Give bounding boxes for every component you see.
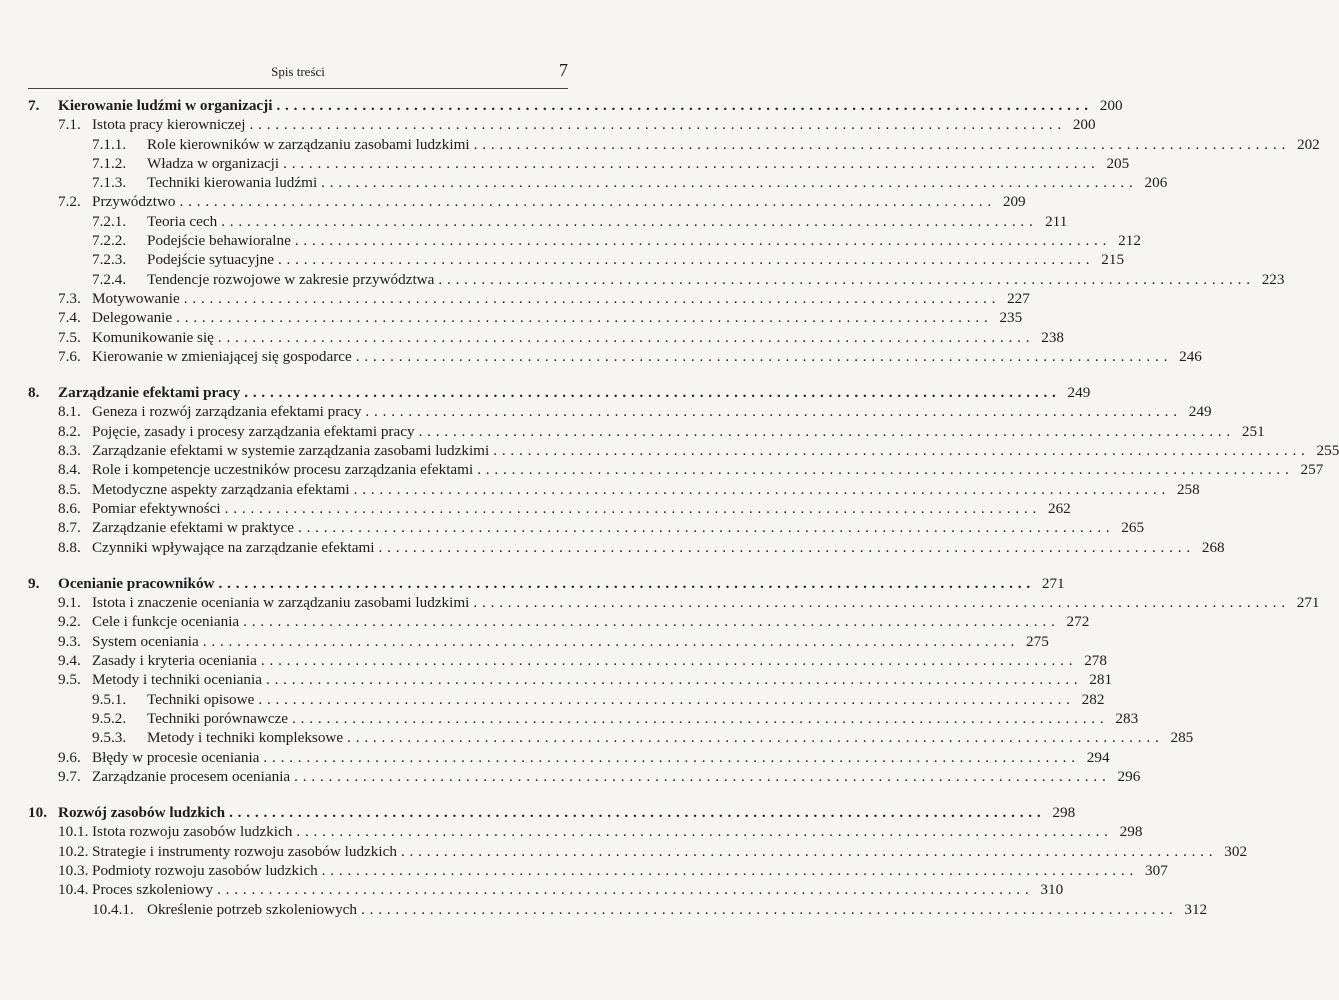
dot-leader [266,670,1078,689]
dot-leader [419,422,1231,441]
entry-title: Role kierowników w zarządzaniu zasobami ludzkimi [147,135,470,153]
dot-leader [356,347,1168,366]
dot-leader [321,173,1133,192]
entry-title: Przywództwo [92,193,176,211]
entry-title: Techniki porównawcze [147,709,289,727]
dot-leader [225,499,1037,518]
entry-number: 7. [28,97,40,114]
entry-title: Metody i techniki oceniania [92,671,262,689]
section-entry [28,480,1200,499]
section-entry [28,460,1324,479]
dot-leader [180,192,992,211]
dot-leader [361,900,1173,919]
entry-title: Czynniki wpływające na zarządzanie efektami [92,538,375,556]
entry-title: Zarządzanie efektami w systemie zarządzania zasobami ludzkimi [92,442,490,460]
entry-page: 281 [1089,671,1113,689]
subsection-entry [28,154,1130,173]
section-entry [28,115,1096,134]
entry-number: 9.7. [58,767,81,785]
entry-title: Zarządzanie procesem oceniania [92,767,291,785]
entry-number: 7.1. [58,116,81,134]
dot-leader [493,441,1305,460]
entry-title: Delegowanie [92,309,173,327]
entry-title: Zarządzanie efektami w praktyce [92,519,294,537]
entry-page: 310 [1040,881,1064,899]
section-entry [28,499,1071,518]
dot-leader [176,308,988,327]
entry-title: Rozwój zasobów ludzkich [58,804,226,822]
entry-number: 8.3. [58,442,81,460]
entry-number: 10. [28,804,47,822]
entry-number: 7.4. [58,309,81,327]
entry-number: 9.4. [58,652,81,670]
entry-page: 251 [1241,422,1265,440]
entry-page: 258 [1176,480,1200,498]
subsection-entry [28,250,1125,269]
entry-title: Kierowanie ludźmi w organizacji [58,97,273,114]
entry-number: 9.5.3. [92,729,127,747]
section-entry [28,402,1212,421]
section-entry [28,347,1202,366]
entry-page: 262 [1047,499,1071,517]
entry-page: 200 [1072,116,1096,134]
entry-number: 7.1.2. [92,154,127,172]
chapter-section [28,383,1339,557]
subsection-entry [28,212,1068,231]
entry-number: 10.4.1. [92,900,134,918]
dot-leader [221,212,1033,231]
subsection-entry [28,900,1208,919]
entry-number: 8.1. [58,403,81,421]
entry-page: 205 [1106,154,1130,172]
entry-title: Cele i funkcje oceniania [92,613,240,631]
entry-number: 7.3. [58,289,81,307]
entry-number: 9.5.1. [92,690,127,708]
entry-page: 307 [1145,861,1168,879]
page-number: 7 [559,60,568,80]
dot-leader [217,880,1029,899]
entry-page: 271 [1296,594,1320,612]
section-entry [28,880,1064,899]
entry-number: 7.1.3. [92,174,127,192]
entry-page: 200 [1099,97,1123,114]
entry-title: Motywowanie [92,289,180,307]
entry-title: Metodyczne aspekty zarządzania efektami [92,480,350,498]
entry-number: 7.1.1. [92,135,127,153]
chapter-section [28,574,1320,786]
entry-number: 9.3. [58,632,81,650]
section-entry [28,612,1090,631]
entry-page: 202 [1296,135,1320,153]
entry-page: 209 [1002,193,1026,211]
dot-leader [295,231,1107,250]
entry-number: 7.2.2. [92,232,127,250]
subsection-entry [28,709,1139,728]
dot-leader [474,135,1286,154]
entry-number: 10.4. [58,881,89,899]
entry-page: 271 [1041,574,1065,592]
entry-number: 8.6. [58,499,81,517]
entry-title: Określenie potrzeb szkoleniowych [147,900,358,918]
entry-page: 215 [1101,251,1125,269]
entry-title: Istota i znaczenie oceniania w zarządzaniu zasobami ludzkimi [92,594,470,612]
entry-page: 238 [1041,328,1065,346]
section-entry [28,748,1110,767]
entry-number: 7.2.3. [92,251,127,269]
entry-page: 294 [1086,748,1110,766]
chapter-section [28,803,1248,919]
dot-leader [218,328,1030,347]
entry-title: Ocenianie pracowników [58,574,215,592]
entry-page: 285 [1170,729,1194,747]
dot-leader [379,538,1191,557]
entry-page: 227 [1007,289,1030,307]
section-entry [28,651,1107,670]
entry-title: Metody i techniki kompleksowe [147,729,344,747]
entry-title: Podmioty rozwoju zasobów ludzkich [92,861,318,879]
entry-number: 7.2.1. [92,212,127,230]
dot-leader [477,460,1289,479]
section-entry [28,670,1113,689]
subsection-entry [28,135,1320,154]
entry-page: 272 [1066,613,1090,631]
dot-leader [276,96,1088,115]
dot-leader [365,402,1177,421]
entry-number: 9.5.2. [92,709,127,727]
entry-title: System oceniania [92,632,199,650]
section-entry [28,192,1026,211]
dot-leader [184,289,996,308]
entry-number: 9.1. [58,594,81,612]
entry-title: Istota rozwoju zasobów ludzkich [92,823,293,841]
dot-leader [250,115,1062,134]
section-entry [28,441,1339,460]
table-of-contents [28,96,1339,936]
section-entry [28,308,1023,327]
entry-number: 8. [28,384,40,402]
subsection-entry [28,270,1285,289]
dot-leader [322,861,1134,880]
dot-leader [219,574,1031,593]
dot-leader [296,822,1108,841]
dot-leader [229,803,1041,822]
entry-number: 8.5. [58,480,81,498]
section-entry [28,593,1320,612]
entry-title: Błędy w procesie oceniania [92,748,260,766]
chapter-heading [28,96,1123,115]
dot-leader [354,480,1166,499]
section-entry [28,861,1168,880]
entry-page: 296 [1117,767,1141,785]
entry-number: 8.7. [58,519,81,537]
dot-leader [347,728,1159,747]
entry-number: 9.6. [58,748,81,766]
chapter-heading [28,383,1091,402]
entry-number: 10.3. [58,861,89,879]
section-entry [28,289,1030,308]
entry-page: 302 [1224,842,1248,860]
entry-title: Zarządzanie efektami pracy [58,384,241,402]
section-entry [28,767,1141,786]
entry-number: 7.2.4. [92,270,127,288]
entry-title: Proces szkoleniowy [92,881,214,899]
entry-title: Geneza i rozwój zarządzania efektami pracy [92,403,362,421]
entry-page: 255 [1316,442,1339,460]
entry-title: Teoria cech [147,212,218,230]
dot-leader [203,632,1015,651]
section-entry [28,632,1049,651]
entry-number: 9.2. [58,613,81,631]
entry-number: 7.2. [58,193,81,211]
entry-page: 206 [1144,174,1168,192]
subsection-entry [28,231,1141,250]
entry-title: Tendencje rozwojowe w zakresie przywództwa [147,270,435,288]
dot-leader [278,250,1090,269]
dot-leader [283,154,1095,173]
entry-number: 10.2. [58,842,89,860]
entry-page: 257 [1300,461,1324,479]
entry-page: 212 [1118,232,1141,250]
entry-page: 298 [1052,804,1076,822]
entry-page: 246 [1179,347,1202,365]
entry-number: 7.6. [58,347,81,365]
dot-leader [473,593,1285,612]
section-entry [28,538,1225,557]
entry-number: 9.5. [58,671,81,689]
dot-leader [438,270,1250,289]
section-entry [28,822,1143,841]
dot-leader [261,651,1073,670]
entry-title: Techniki opisowe [147,690,255,708]
entry-title: Techniki kierowania ludźmi [147,174,318,192]
chapter-heading [28,803,1076,822]
entry-number: 8.2. [58,422,81,440]
entry-number: 7.5. [58,328,81,346]
entry-page: 283 [1115,709,1139,727]
entry-title: Role i kompetencje uczestników procesu zarządzania efektami [92,461,474,479]
entry-title: Zasady i kryteria oceniania [92,652,257,670]
entry-page: 235 [999,309,1023,327]
running-title: Spis treści [271,64,325,79]
dot-leader [258,690,1070,709]
subsection-entry [28,173,1168,192]
entry-title: Podejście sytuacyjne [147,251,274,269]
entry-page: 211 [1045,212,1068,230]
dot-leader [244,383,1056,402]
entry-page: 275 [1026,632,1049,650]
dot-leader [294,767,1106,786]
entry-title: Kierowanie w zmieniającej się gospodarce [92,347,352,365]
entry-page: 249 [1188,403,1212,421]
section-entry [28,422,1265,441]
dot-leader [292,709,1104,728]
entry-page: 298 [1119,823,1143,841]
entry-page: 268 [1201,538,1225,556]
subsection-entry [28,690,1105,709]
entry-page: 312 [1184,900,1208,918]
section-entry [28,518,1145,537]
chapter-section [28,96,1320,366]
entry-title: Strategie i instrumenty rozwoju zasobów ludzkich [92,842,397,860]
entry-title: Władza w organizacji [147,154,280,172]
dot-leader [243,612,1055,631]
entry-title: Istota pracy kierowniczej [92,116,246,134]
entry-number: 10.1. [58,823,89,841]
entry-title: Pojęcie, zasady i procesy zarządzania efektami pracy [92,422,415,440]
entry-number: 9. [28,574,40,592]
dot-leader [401,842,1213,861]
dot-leader [263,748,1075,767]
dot-leader [298,518,1110,537]
entry-number: 8.4. [58,461,81,479]
page-header [28,58,568,89]
entry-page: 249 [1067,384,1091,402]
chapter-heading [28,574,1065,593]
entry-number: 8.8. [58,538,81,556]
subsection-entry [28,728,1194,747]
entry-title: Podejście behawioralne [147,232,291,250]
entry-page: 278 [1084,652,1107,670]
entry-page: 223 [1261,270,1285,288]
entry-page: 265 [1121,519,1145,537]
section-entry [28,842,1248,861]
entry-title: Pomiar efektywności [92,499,221,517]
entry-page: 282 [1081,690,1105,708]
section-entry [28,328,1065,347]
entry-title: Komunikowanie się [92,328,214,346]
